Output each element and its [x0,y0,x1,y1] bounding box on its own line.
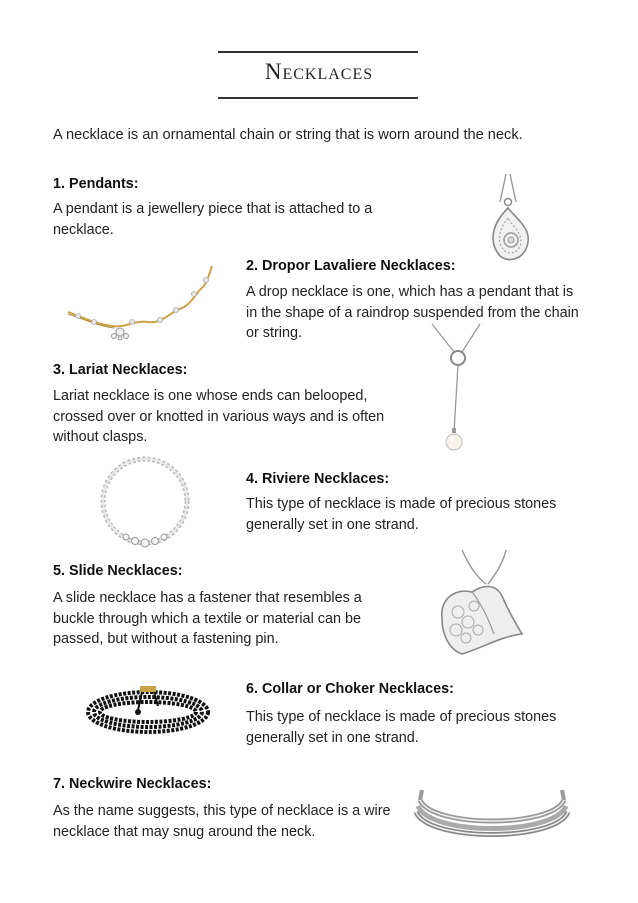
choker-necklace-image [84,676,212,742]
pendant-image [478,172,538,264]
section-2-text: A drop necklace is one, which has a pendant that is in the shape of a raindrop suspended from the chain or string. [246,284,579,341]
title-rule-top [218,51,418,53]
page-title: Necklaces [264,59,374,84]
section-2-heading: 2. Dropor Lavaliere Necklaces: [246,258,456,274]
section-5-heading: 5. Slide Necklaces: [53,563,183,579]
section-4-text: This type of necklace is made of precious stones generally set in one strand. [246,496,557,533]
intro-text: A necklace is an ornamental chain or string that is worn around the neck. [53,127,523,143]
title-rule-bottom [218,97,418,99]
neckwire-necklace-image [412,780,572,844]
section-1-heading: 1. Pendants: [53,176,139,192]
slide-necklace-image [432,548,524,658]
section-6-text: This type of necklace is made of precious stones generally set in one strand. [246,709,557,746]
section-7-heading: 7. Neckwire Necklaces: [53,776,212,792]
section-5-text: A slide necklace has a fastener that resembles a buckle through which a textile or material can be passed, but without a fastening pin. [53,590,362,647]
riviere-necklace-image [97,455,193,549]
lariat-necklace-image [426,322,486,456]
section-3-heading: 3. Lariat Necklaces: [53,362,188,378]
section-1-text: A pendant is a jewellery piece that is attached to a necklace. [53,201,373,238]
section-7-text: As the name suggests, this type of necklace is a wire necklace that may snug around the neck. [53,803,391,840]
section-6-heading: 6. Collar or Choker Necklaces: [246,681,454,697]
section-3-text: Lariat necklace is one whose ends can belooped, crossed over or knotted in various ways and is often without clasps. [53,388,385,445]
drop-necklace-image [64,262,216,344]
section-4-heading: 4. Riviere Necklaces: [246,471,390,487]
